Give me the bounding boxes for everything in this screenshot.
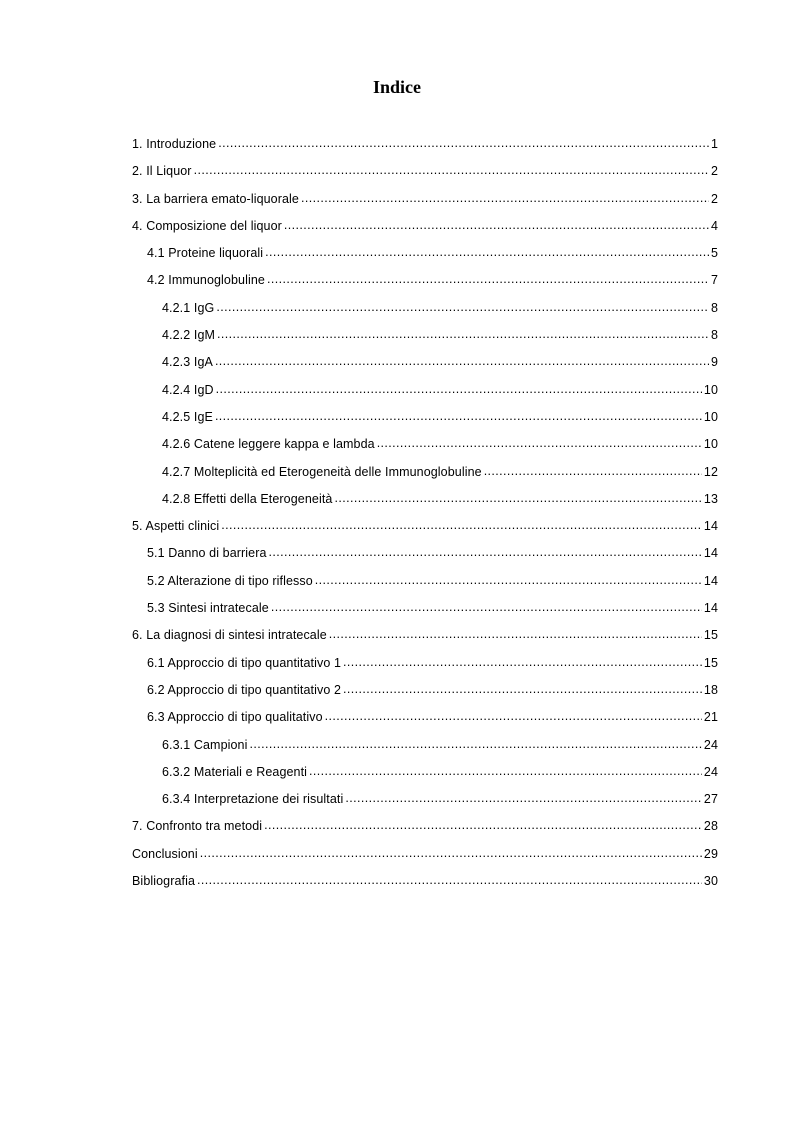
toc-entry-title: 6.2 Approccio di tipo quantitativo 2 (147, 682, 342, 697)
toc-entry[interactable] (132, 322, 718, 349)
toc-entry-page: 14 (703, 573, 718, 588)
toc-entry-page: 8 (710, 300, 718, 315)
toc-entry-title: 5.1 Danno di barriera (147, 546, 267, 561)
toc-entry-title: 5.3 Sintesi intratecale (147, 601, 269, 616)
toc-entry[interactable] (132, 595, 718, 622)
toc-entry-page: 27 (703, 792, 718, 807)
toc-entry-page: 10 (703, 409, 718, 424)
toc-entry-title: 4.2.1 IgG (162, 300, 215, 315)
toc-entry-title: 6.3.1 Campioni (162, 737, 248, 752)
toc-entry[interactable] (132, 404, 718, 431)
toc-entry-page: 14 (703, 601, 718, 616)
toc-entry-page: 15 (703, 655, 718, 670)
toc-leader-dots (218, 130, 709, 157)
toc-entry-page: 4 (710, 218, 718, 233)
toc-leader-dots (325, 703, 702, 730)
toc-entry[interactable] (132, 622, 718, 649)
toc-entry[interactable] (132, 213, 718, 240)
toc-entry-page: 2 (710, 191, 718, 206)
toc-entry-page: 29 (703, 846, 718, 861)
toc-leader-dots (315, 567, 702, 594)
toc-entry[interactable] (132, 349, 718, 376)
toc-entry-page: 1 (710, 137, 718, 151)
toc-entry[interactable] (132, 186, 718, 213)
toc-leader-dots (343, 676, 702, 703)
toc-entry[interactable] (132, 732, 718, 759)
toc-entry-title: Bibliografia (132, 874, 196, 889)
toc-entry-page: 9 (710, 355, 718, 370)
toc-leader-dots (215, 348, 709, 375)
toc-entry[interactable] (132, 486, 718, 513)
toc-entry-title: 2. Il Liquor (132, 164, 192, 179)
toc-entry[interactable] (132, 841, 718, 868)
toc-entry-title: 6.3.2 Materiali e Reagenti (162, 764, 308, 779)
toc-entry[interactable] (132, 786, 718, 813)
table-of-contents (132, 131, 718, 895)
toc-entry-page: 15 (703, 628, 718, 643)
toc-leader-dots (284, 212, 709, 239)
toc-leader-dots (197, 867, 702, 894)
toc-entry-page: 30 (703, 874, 718, 889)
toc-leader-dots (216, 376, 702, 403)
toc-entry-title: 6. La diagnosi di sintesi intratecale (132, 628, 327, 643)
toc-leader-dots (221, 512, 702, 539)
toc-entry-page: 2 (710, 164, 718, 179)
toc-leader-dots (377, 430, 702, 457)
toc-entry-title: 4.2.4 IgD (162, 382, 214, 397)
toc-entry-title: 4.2.3 IgA (162, 355, 213, 370)
toc-leader-dots (345, 785, 702, 812)
toc-entry[interactable] (132, 267, 718, 294)
toc-entry-title: 3. La barriera emato-liquorale (132, 191, 299, 206)
toc-entry-page: 18 (703, 682, 718, 697)
toc-leader-dots (249, 731, 701, 758)
toc-entry[interactable] (132, 240, 718, 267)
toc-leader-dots (200, 840, 702, 867)
toc-entry[interactable] (132, 377, 718, 404)
toc-entry-page: 24 (703, 764, 718, 779)
toc-leader-dots (271, 594, 702, 621)
toc-entry[interactable] (132, 677, 718, 704)
toc-entry[interactable] (132, 813, 718, 840)
toc-entry[interactable] (132, 158, 718, 185)
toc-entry-page: 8 (710, 328, 718, 343)
toc-entry-title: 4.2.2 IgM (162, 328, 216, 343)
toc-entry-title: Conclusioni (132, 846, 198, 861)
toc-entry[interactable] (132, 868, 718, 895)
toc-entry-title: 6.3.4 Interpretazione dei risultati (162, 792, 344, 807)
toc-leader-dots (217, 321, 709, 348)
toc-entry-page: 10 (703, 382, 718, 397)
toc-leader-dots (484, 458, 702, 485)
toc-entry[interactable] (132, 650, 718, 677)
toc-entry-page: 28 (703, 819, 718, 834)
toc-entry-title: 4.1 Proteine liquorali (147, 246, 264, 261)
toc-entry-page: 7 (710, 273, 718, 288)
toc-leader-dots (265, 239, 709, 266)
toc-entry-page: 10 (703, 437, 718, 452)
toc-entry-page: 13 (703, 491, 718, 506)
toc-leader-dots (309, 758, 702, 785)
toc-entry-page: 24 (703, 737, 718, 752)
toc-leader-dots (267, 266, 709, 293)
toc-leader-dots (329, 621, 702, 648)
toc-entry-title: 4.2 Immunoglobuline (147, 273, 265, 288)
toc-entry-title: 6.3 Approccio di tipo qualitativo (147, 710, 323, 725)
toc-entry[interactable] (132, 431, 718, 458)
toc-entry[interactable] (132, 513, 718, 540)
toc-entry-title: 4.2.7 Molteplicità ed Eterogeneità delle Immunoglobuline (162, 464, 482, 479)
toc-entry[interactable] (132, 131, 718, 158)
toc-entry-title: 5.2 Alterazione di tipo riflesso (147, 573, 313, 588)
toc-entry-page: 21 (703, 710, 718, 725)
toc-entry[interactable] (132, 759, 718, 786)
toc-entry-page: 5 (710, 246, 718, 261)
toc-entry-title: 1. Introduzione (132, 137, 217, 151)
toc-leader-dots (343, 649, 702, 676)
toc-leader-dots (215, 403, 702, 430)
toc-entry-page: 14 (703, 546, 718, 561)
toc-entry[interactable] (132, 295, 718, 322)
toc-leader-dots (216, 294, 709, 321)
toc-entry-page: 14 (703, 519, 718, 534)
toc-entry-title: 5. Aspetti clinici (132, 519, 220, 534)
toc-entry[interactable] (132, 540, 718, 567)
toc-leader-dots (194, 157, 709, 184)
toc-entry-page: 12 (703, 464, 718, 479)
toc-entry-title: 4.2.8 Effetti della Eterogeneità (162, 491, 333, 506)
toc-leader-dots (334, 485, 701, 512)
toc-entry[interactable] (132, 704, 718, 731)
toc-leader-dots (269, 539, 702, 566)
toc-entry[interactable] (132, 568, 718, 595)
toc-entry-title: 4.2.6 Catene leggere kappa e lambda (162, 437, 375, 452)
toc-leader-dots (264, 812, 702, 839)
toc-entry-title: 7. Confronto tra metodi (132, 819, 263, 834)
page-title: Indice (372, 77, 421, 97)
toc-leader-dots (301, 185, 709, 212)
toc-entry-title: 4.2.5 IgE (162, 409, 213, 424)
toc-entry-title: 4. Composizione del liquor (132, 218, 282, 233)
toc-entry[interactable] (132, 459, 718, 486)
toc-entry-title: 6.1 Approccio di tipo quantitativo 1 (147, 655, 342, 670)
